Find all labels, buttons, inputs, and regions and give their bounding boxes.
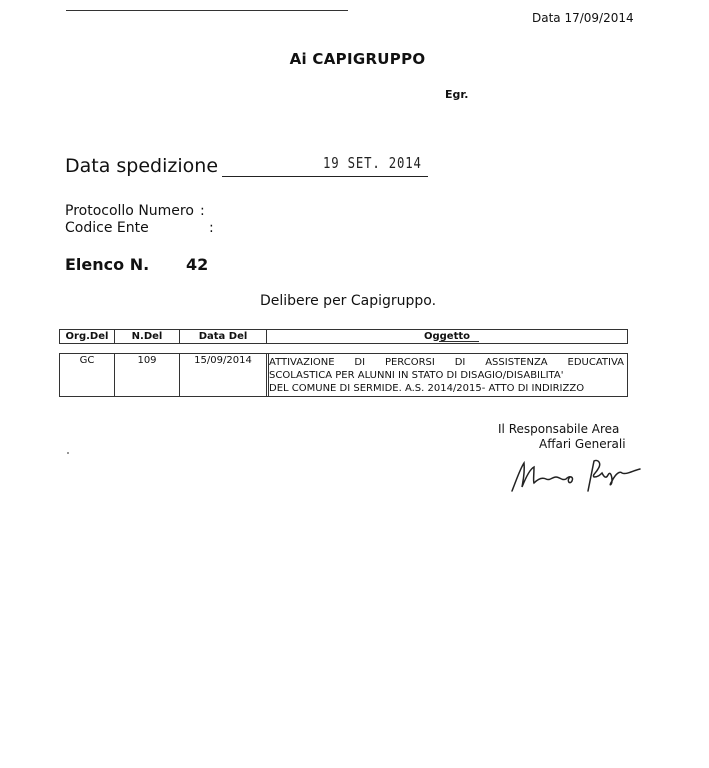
- column-header-num: N.Del: [131, 331, 163, 342]
- table-header: [59, 329, 628, 344]
- column-header-org: Org.Del: [65, 331, 109, 342]
- top-rule: [66, 10, 348, 11]
- cell-date: 15/09/2014: [194, 355, 252, 366]
- subject-line: DEL COMUNE DI SERMIDE. A.S. 2014/2015- ATTO DI INDIRIZZO: [269, 383, 585, 394]
- code-label: Codice Ente: [65, 220, 149, 236]
- shipping-label: Data spedizione: [65, 155, 219, 177]
- document-date: Data 17/09/2014: [532, 11, 634, 25]
- signatory-title: Il Responsabile Area: [498, 422, 620, 436]
- column-divider: [266, 354, 267, 396]
- scan-speck: [67, 452, 69, 454]
- subject-line: SCOLASTICA PER ALUNNI IN STATO DI DISAGIO/DISABILITA': [269, 370, 564, 381]
- subject-line: ATTIVAZIONE DI PERCORSI DI ASSISTENZA EDUCATIVA: [269, 357, 624, 368]
- code-colon: :: [209, 220, 214, 236]
- cell-num: 109: [137, 355, 157, 366]
- signatory-office: Affari Generali: [539, 437, 626, 451]
- column-header-subject: Oggetto: [423, 331, 471, 342]
- protocol-colon: :: [200, 203, 205, 219]
- column-header-date: Data Del: [198, 331, 248, 342]
- handwritten-signature: [508, 455, 644, 495]
- cell-subject: [269, 356, 624, 395]
- cell-org: GC: [79, 355, 95, 366]
- salutation: Egr.: [445, 88, 469, 101]
- table-row: [59, 353, 628, 397]
- list-number: 42: [186, 255, 209, 274]
- list-label: Elenco N.: [65, 255, 150, 274]
- document-title: [0, 50, 709, 68]
- title-text: Ai CAPIGRUPPO: [289, 50, 426, 68]
- shipping-date-stamp: 19 SET. 2014: [323, 154, 422, 172]
- shipping-rule: [222, 176, 428, 177]
- protocol-label: Protocollo Numero: [65, 203, 194, 219]
- subtitle: Delibere per Capigruppo.: [260, 293, 437, 309]
- subject-header-underline: [439, 341, 479, 342]
